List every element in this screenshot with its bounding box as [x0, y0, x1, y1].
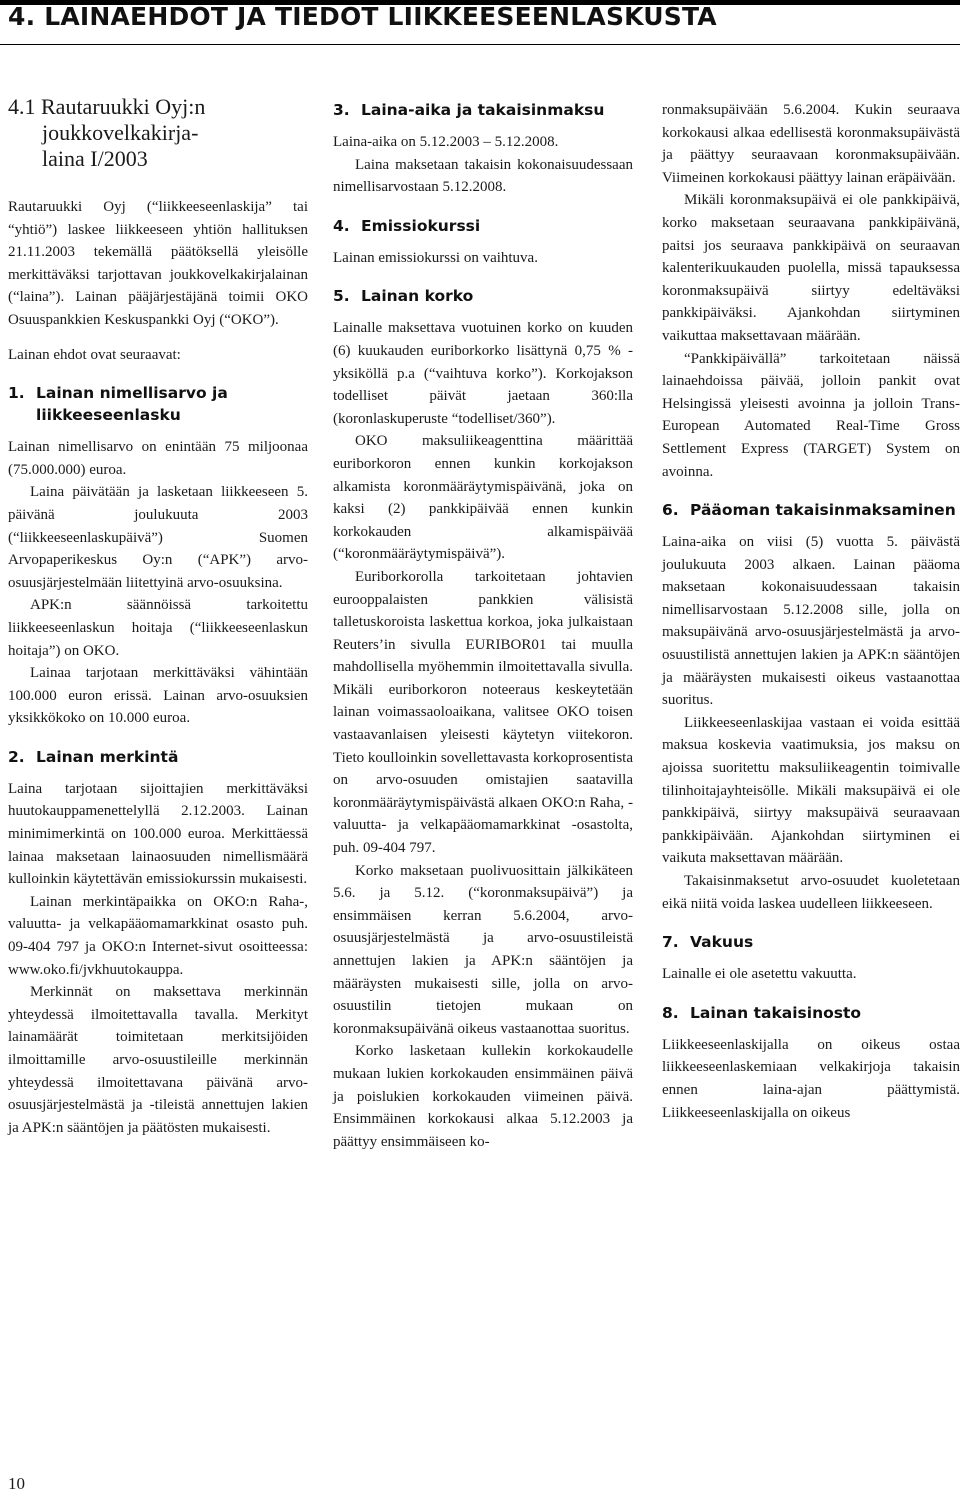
paragraph: Laina maksetaan takaisin kokonaisuudessaan nimellisarvostaan 5.12.2008. [333, 156, 633, 196]
section-number: 5. [333, 287, 350, 306]
section-number: 2. [8, 747, 25, 766]
paragraph: Liikkeeseenlaskijalla on oikeus ostaa liikkeeseenlaskemiaan velkakirjoja takaisin ennen laina-ajan päättymistä. Liikkeeseenlaskijalla on oikeus [662, 1036, 960, 1121]
subsection-heading-line-1: 4.1 Rautaruukki Oyj:n [8, 94, 206, 119]
column-2 [333, 99, 633, 1153]
section-heading-5 [333, 285, 633, 307]
paragraph: “Pankkipäivällä” tarkoitetaan näissä lainaehdoissa päivää, jolloin pankit ovat Helsingissä yleisesti avoinna ja jolloin Trans-European Automated Real-Time Gross Settlement Express (TARGET) System on avoinna. [662, 350, 960, 480]
column-1 [8, 94, 308, 1139]
paragraph: APK:n säännöissä tarkoitettu liikkeeseenlaskun hoitaja (“liikkeeseenlaskun hoitaja”) on OKO. [8, 597, 308, 659]
section-number: 6. [662, 501, 679, 520]
subsection-heading-line-3: laina I/2003 [42, 146, 148, 171]
section-heading-2 [8, 746, 308, 768]
paragraph: Lainalle ei ole asetettu vakuutta. [662, 966, 857, 983]
paragraph: Merkinnät on maksettava merkinnän yhteydessä ilmoitettavalla tavalla. Merkityt lainamäärät toimitetaan merkitsijöiden ilmoittamille arvo-osuustileille merkinnän yhteydessä ilmoitettavana päivänä arvo-osuusjärjestelmästä ja -tileistä annettujen lakien ja APK:n sääntöjen ja päätösten mukaisesti. [8, 984, 308, 1136]
section-title: Lainan merkintä [36, 747, 179, 766]
page-title: 4. LAINAEHDOT JA TIEDOT LIIKKEESEENLASKUSTA [8, 2, 717, 31]
paragraph: Lainan merkintäpaikka on OKO:n Raha-, valuutta- ja velkapääomamarkkinat osasto puh. 09-404 797 ja OKO:n Internet-sivut osoitteessa: www.oko.fi/jvkhuutokauppa. [8, 893, 308, 978]
page-number: 10 [8, 1474, 25, 1493]
section-number: 7. [662, 933, 679, 952]
title-rule [0, 44, 960, 45]
section-title: Pääoman takaisinmaksaminen [690, 501, 956, 520]
section-heading-7 [662, 931, 960, 953]
section-number: 3. [333, 101, 350, 119]
section-title: Lainan takaisinosto [690, 1003, 862, 1022]
paragraph: Lainaa tarjotaan merkittäväksi vähintään 100.000 euron erissä. Lainan arvo-osuuksien yksikkökoko on 10.000 euroa. [8, 665, 308, 727]
paragraph: Euriborkorolla tarkoitetaan johtavien eurooppalaisten pankkien välisistä talletuskoroista laskettua korkoa, joka julkaistaan Reuters’in sivulla EURIBOR01 tai muulla mahdollisella myöhemmin ilmoitettavalla sivulla. Mikäli euriborkoron noteeraus keskeytetään lainan voimassaoloaikana, valitsee OKO toisen vastaavanlaisen yleisesti käytetyn viitekoron. Tieto koulloinkin sovellettavasta korkoprosentista on arvo-osuuden omistajien saatavilla koronmääräytymispäivästä alkaen OKO:n Raha, -valuutta- ja velkapääomamarkkinat -osastolta, puh. 09-404 797. [333, 568, 633, 857]
section-number: 4. [333, 216, 350, 235]
subsection-heading [8, 94, 308, 172]
column-3 [662, 99, 960, 1124]
section-title: Laina-aika ja takaisinmaksu [361, 101, 605, 119]
paragraph: Lainalle maksettava vuotuinen korko on kuuden (6) kuukauden euriborkorko lisättynä 0,75 % -yksiköllä p.a (“vaihtuva korko”). Korkojakson todelliset päivät jaetaan 360:lla (koronlaskuperuste “todelliset/360”). [333, 320, 633, 427]
paragraph: Lainan emissiokurssi on vaihtuva. [333, 249, 538, 266]
section-heading-8 [662, 1002, 960, 1024]
subsection-heading-line-2: joukkovelkakirja- [42, 120, 199, 145]
paragraph: Liikkeeseenlaskijaa vastaan ei voida esittää maksua koskevia vaatimuksia, jos maksu on ajoissa suoritettu maksuliikeagentin toimivalle tilinhoitajayhteisölle. Mikäli maksupäivä ei ole pankkipäivä, siirtyy maksupäivä seuraavaan pankkipäivään. Ajankohdan siirtyminen ei vaikuta maksettavan määrään. [662, 714, 960, 867]
paragraph: Korko lasketaan kullekin korkokaudelle mukaan lukien korkokauden ensimmäinen päivä ja poislukien korkokauden viimeinen päivä. Ensimmäinen korkokausi alkaa 5.12.2003 ja päättyy ensimmäiseen ko- [333, 1043, 633, 1150]
paragraph: Mikäli koronmaksupäivä ei ole pankkipäivä, korko maksetaan seuraavana pankkipäivänä, paitsi jos seuraava pankkipäivä on seuraavan kalenterikuukauden puolella, missä tapauksessa koronmaksupäivä siirtyy edeltäväksi pankkipäiväksi. Ajankohdan siirtyminen vaikuttaa maksettavaan määrään. [662, 192, 960, 344]
paragraph: Laina-aika on 5.12.2003 – 5.12.2008. [333, 134, 559, 150]
paragraph: Lainan nimellisarvo on enintään 75 miljoonaa (75.000.000) euroa. [8, 439, 308, 478]
paragraph: OKO maksuliikeagenttina määrittää euriborkoron ennen kunkin korkojakson alkamista koronmääräytymispäivänä, joka on kaksi (2) pankkipäivää ennen kunkin korkokauden alkamispäivää (“koronmääräytymispäivä”). [333, 433, 633, 563]
section-heading-1 [8, 382, 308, 426]
section-heading-6 [662, 499, 960, 521]
paragraph: Korko maksetaan puolivuosittain jälkikäteen 5.6. ja 5.12. (“koronmaksupäivä”) ja ensimmäisen kerran 5.6.2004, arvo-osuusjärjestelmästä ja arvo-osuustileistä annettujen lakien ja APK:n sääntöjen ja määräysten mukaisesti sille, jolla on arvo-osuustilin tietojen mukaan on koronmaksupäivänä oikeus vastaanottaa suoritus. [333, 862, 633, 1037]
section-title: Emissiokurssi [361, 216, 481, 235]
section-number: 1. [8, 384, 25, 403]
paragraph: Laina päivätään ja lasketaan liikkeeseen 5. päivänä joulukuuta 2003 (“liikkeeseenlaskupäivä”) Suomen Arvopaperikeskus Oy:n (“APK”) arvo-osuusjärjestelmään liitettyinä arvo-osuuksina. [8, 484, 308, 591]
paragraph: Takaisinmaksetut arvo-osuudet kuoletetaan eikä niitä voida laskea uudelleen liikkeeseen. [662, 873, 960, 912]
section-title: Lainan nimellisarvo ja liikkeeseenlasku [36, 384, 228, 425]
paragraph: Laina tarjotaan sijoittajien merkittäväksi huutokauppamenettelyllä 2.12.2003. Lainan minimimerkintä on 100.000 euroa. Merkittäessä lainaa maksetaan lainaosuuden nimellismäärä kulloinkin käytettävän emissiokurssin mukaisesti. [8, 780, 308, 888]
paragraph: ronmaksupäivään 5.6.2004. Kukin seuraava korkokausi alkaa edellisestä koronmaksupäivästä ja päättyy seuraavaan koronmaksupäivään. Viimeinen korkokausi päättyy lainan eräpäivään. [662, 102, 960, 186]
section-number: 8. [662, 1003, 679, 1022]
intro-paragraph: Rautaruukki Oyj (“liikkeeseenlaskija” tai “yhtiö”) laskee liikkeeseen yhtiön hallituksen 21.11.2003 tekemällä päätöksellä yleisölle merkittäväksi tarjottavan joukkovelkakirjalainan (“laina”). Lainan pääjärjestäjänä toimii OKO Osuuspankkien Keskuspankki Oyj (“OKO”). [8, 199, 308, 328]
section-title: Lainan korko [361, 287, 474, 306]
section-title: Vakuus [690, 933, 754, 952]
terms-intro: Lainan ehdot ovat seuraavat: [8, 346, 181, 363]
section-heading-3 [333, 99, 633, 121]
paragraph: Laina-aika on viisi (5) vuotta 5. päivästä joulukuuta 2003 alkaen. Lainan pääoma maksetaan kokonaisuudessaan takaisin nimellisarvostaan 5.12.2008 sille, jolla on maksupäivänä arvo-osuusjärjestelmästä ja arvo-osuustilistä annettujen lakien ja APK:n sääntöjen ja määräysten mukaisesti oikeus vastaanottaa suoritus. [662, 534, 960, 709]
section-heading-4 [333, 215, 633, 237]
